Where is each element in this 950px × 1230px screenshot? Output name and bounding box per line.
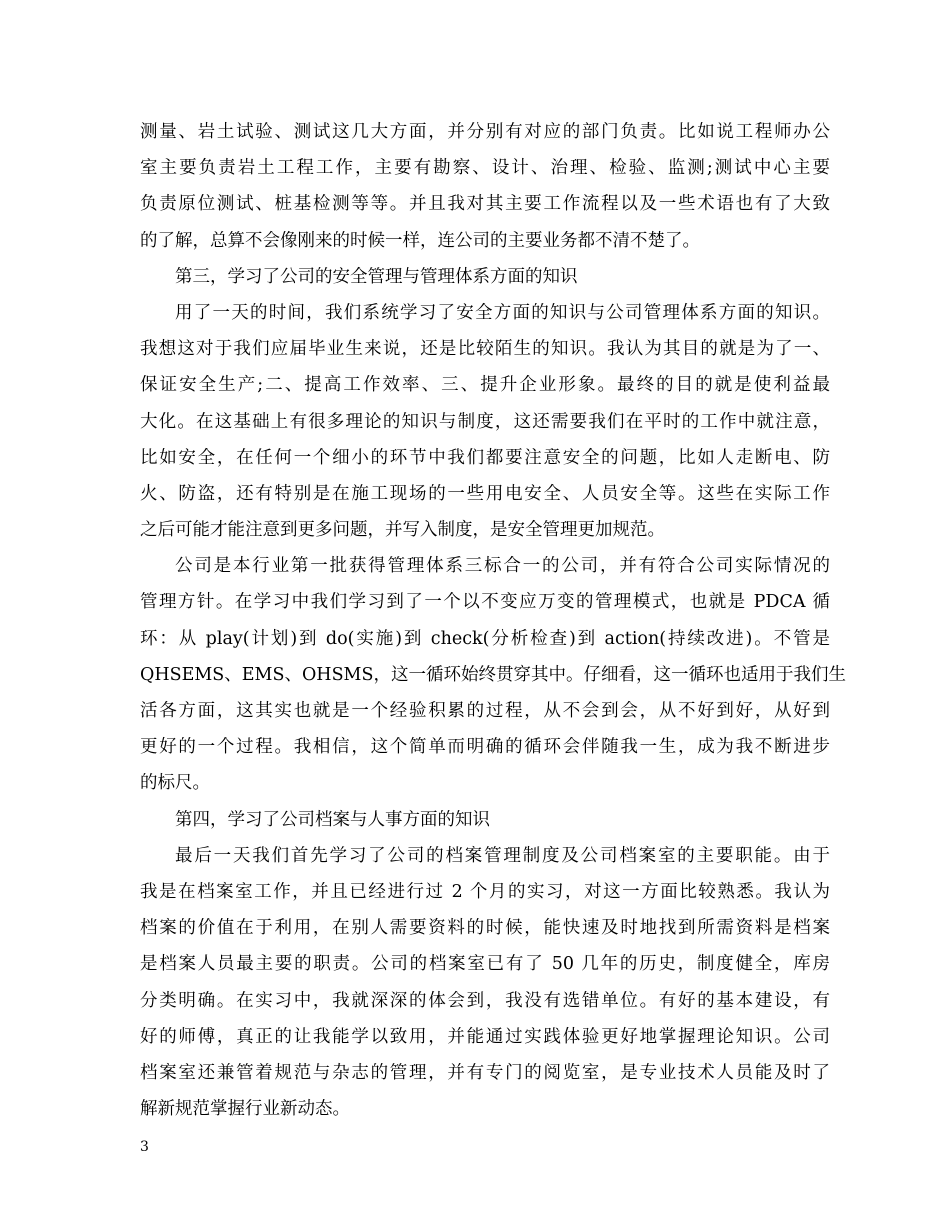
text-line: 的标尺。: [140, 773, 210, 794]
text-line: 档案室还兼管着规范与杂志的管理，并有专门的阅览室，是专业技术人员能及时了: [140, 1062, 830, 1083]
text-line: 的了解，总算不会像刚来的时候一样，连公司的主要业务都不清不楚了。: [140, 230, 700, 251]
text-line: 活各方面，这其实也就是一个经验积累的过程，从不会到会，从不好到好，从好到: [140, 701, 830, 721]
body-text: [140, 114, 846, 1127]
text-line: 更好的一个过程。我相信，这个简单而明确的循环会伴随我一生，成为我不断进步: [140, 737, 830, 758]
text-line: 保证安全生产;二、提高工作效率、三、提升企业形象。最终的目的就是使利益最: [140, 375, 830, 396]
text-line: 火、防盗，还有特别是在施工现场的一些用电安全、人员安全等。这些在实际工作: [140, 483, 830, 504]
page-number: 3: [140, 1139, 149, 1155]
text-line: 测量、岩土试验、测试这几大方面，并分别有对应的部门负责。比如说工程师办公: [140, 122, 830, 142]
text-line: 我想这对于我们应届毕业生来说，还是比较陌生的知识。我认为其目的就是为了一、: [140, 339, 830, 360]
text-line: 负责原位测试、桩基检测等等。并且我对其主要工作流程以及一些术语也有了大致: [140, 194, 830, 215]
text-line: 第四，学习了公司档案与人事方面的知识: [175, 809, 490, 830]
text-line: 公司是本行业第一批获得管理体系三标合一的公司，并有符合公司实际情况的: [175, 556, 830, 577]
text-line: 用了一天的时间，我们系统学习了安全方面的知识与公司管理体系方面的知识。: [175, 302, 830, 323]
text-line: 比如安全，在任何一个细小的环节中我们都要注意安全的问题，比如人走断电、防: [140, 447, 830, 468]
text-line: 解新规范掌握行业新动态。: [140, 1099, 350, 1120]
text-line: 是档案人员最主要的职责。公司的档案室已有了 50 几年的历史，制度健全，库房: [140, 954, 830, 975]
text-line: 大化。在这基础上有很多理论的知识与制度，这还需要我们在平时的工作中就注意，: [140, 411, 830, 432]
text-line: 第三，学习了公司的安全管理与管理体系方面的知识: [175, 266, 578, 287]
text-line: 好的师傅，真正的让我能学以致用，并能通过实践体验更好地掌握理论知识。公司: [140, 1026, 830, 1047]
text-line: QHSEMS、EMS、OHSMS，这一循环始终贯穿其中。仔细看，这一循环也适用于我们生: [140, 664, 846, 685]
text-line: 环：从 play(计划)到 do(实施)到 check(分析检查)到 action(持续改进)。不管是: [140, 628, 830, 649]
text-line: 之后可能才能注意到更多问题，并写入制度，是安全管理更加规范。: [140, 520, 665, 541]
text-line: 我是在档案室工作，并且已经进行过 2 个月的实习，对这一方面比较熟悉。我认为: [140, 881, 830, 902]
text-line: 室主要负责岩土工程工作，主要有勘察、设计、治理、检验、监测;测试中心主要: [140, 158, 830, 179]
text-line: 最后一天我们首先学习了公司的档案管理制度及公司档案室的主要职能。由于: [175, 845, 830, 866]
text-line: 分类明确。在实习中，我就深深的体会到，我没有选错单位。有好的基本建设，有: [140, 990, 830, 1011]
text-line: 管理方针。在学习中我们学习到了一个以不变应万变的管理模式，也就是 PDCA 循: [140, 592, 830, 613]
text-line: 档案的价值在于利用，在别人需要资料的时候，能快速及时地找到所需资料是档案: [140, 918, 830, 939]
